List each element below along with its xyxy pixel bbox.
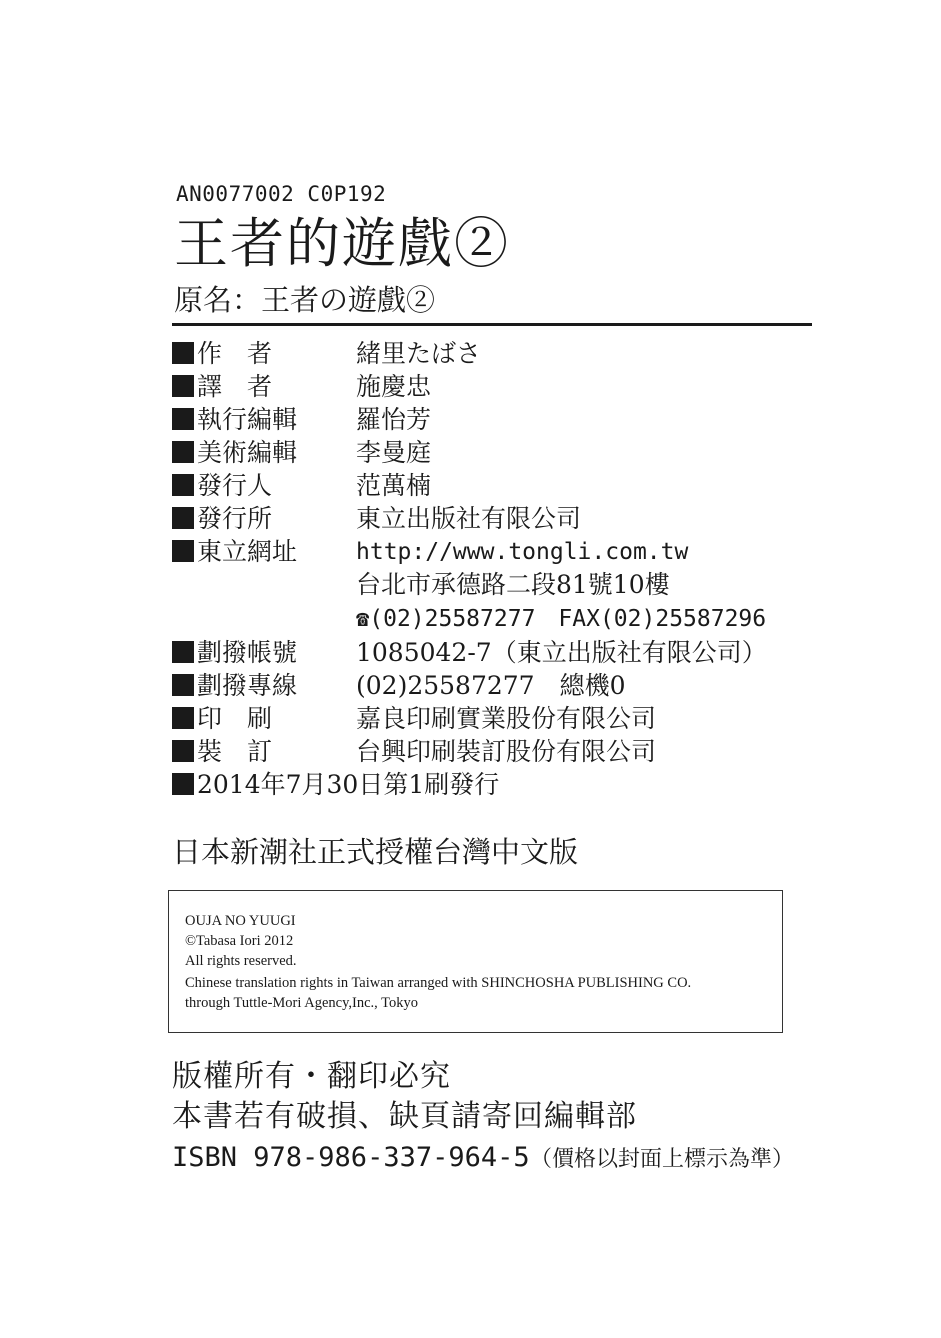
credit-value: 東立出版社有限公司 <box>356 504 582 533</box>
copyright-line: Chinese translation rights in Taiwan arranged with SHINCHOSHA PUBLISHING CO. <box>185 975 692 991</box>
authorization-notice: 日本新潮社正式授權台灣中文版 <box>172 835 579 869</box>
bullet-square <box>172 408 194 430</box>
credit-label: 執行編輯 <box>197 405 298 434</box>
copyright-line: OUJA NO YUUGI <box>185 913 296 929</box>
credit-label: 劃撥帳號 <box>197 638 298 667</box>
credit-label: 裝 訂 <box>197 737 273 766</box>
bullet-square <box>172 740 194 762</box>
phone-icon: ☎ <box>356 607 370 632</box>
bullet-square <box>172 540 194 562</box>
publish-date: 2014年7月30日第1刷發行 <box>197 770 500 799</box>
credit-label: 劃撥專線 <box>197 671 298 700</box>
bullet-square <box>172 707 194 729</box>
credit-label: 譯 者 <box>197 372 273 401</box>
credit-value: 台興印刷裝訂股份有限公司 <box>356 737 657 766</box>
credit-value: 范萬楠 <box>356 471 432 500</box>
bullet-square <box>172 674 194 696</box>
credit-label: 發行所 <box>197 504 273 533</box>
credit-value: 李曼庭 <box>356 438 432 467</box>
credit-value: 嘉良印刷實業股份有限公司 <box>356 704 657 733</box>
credit-label: 東立網址 <box>197 537 298 566</box>
website-link[interactable]: http://www.tongli.com.tw <box>356 539 689 565</box>
bullet-square <box>172 474 194 496</box>
credit-label: 美術編輯 <box>197 438 298 467</box>
credit-value: 施慶忠 <box>356 372 432 401</box>
damage-notice: 本書若有破損、缺頁請寄回編輯部 <box>172 1099 637 1134</box>
bullet-square <box>172 375 194 397</box>
address-text: 台北市承德路二段81號10樓 <box>356 570 670 599</box>
copyright-box <box>168 890 783 1033</box>
phone-fax-text: (02)25587277 FAX(02)25587296 <box>369 606 767 632</box>
credit-label: 作 者 <box>197 339 273 368</box>
product-code: AN0077002 C0P192 <box>176 182 387 206</box>
credit-value: 緒里たばさ <box>356 339 482 368</box>
rights-notice: 版權所有・翻印必究 <box>172 1059 451 1094</box>
original-title: 原名：王者の遊戲② <box>174 283 436 317</box>
credit-value: (02)25587277 總機0 <box>356 671 626 700</box>
copyright-line: All rights reserved. <box>185 953 297 969</box>
bullet-square <box>172 441 194 463</box>
credit-label: 印 刷 <box>197 704 273 733</box>
bullet-square <box>172 342 194 364</box>
title-divider <box>172 323 812 326</box>
price-note: （價格以封面上標示為準） <box>530 1147 795 1172</box>
copyright-line: ©Tabasa Iori 2012 <box>185 933 294 949</box>
credit-label: 發行人 <box>197 471 273 500</box>
bullet-square <box>172 641 194 663</box>
isbn-number: ISBN 978-986-337-964-5 <box>172 1142 530 1173</box>
credit-value: 1085042-7（東立出版社有限公司） <box>356 638 767 667</box>
bullet-square <box>172 507 194 529</box>
copyright-line: through Tuttle-Mori Agency,Inc., Tokyo <box>185 995 418 1011</box>
credit-value: 羅怡芳 <box>356 405 432 434</box>
bullet-square <box>172 773 194 795</box>
book-title: 王者的遊戲② <box>174 212 510 275</box>
